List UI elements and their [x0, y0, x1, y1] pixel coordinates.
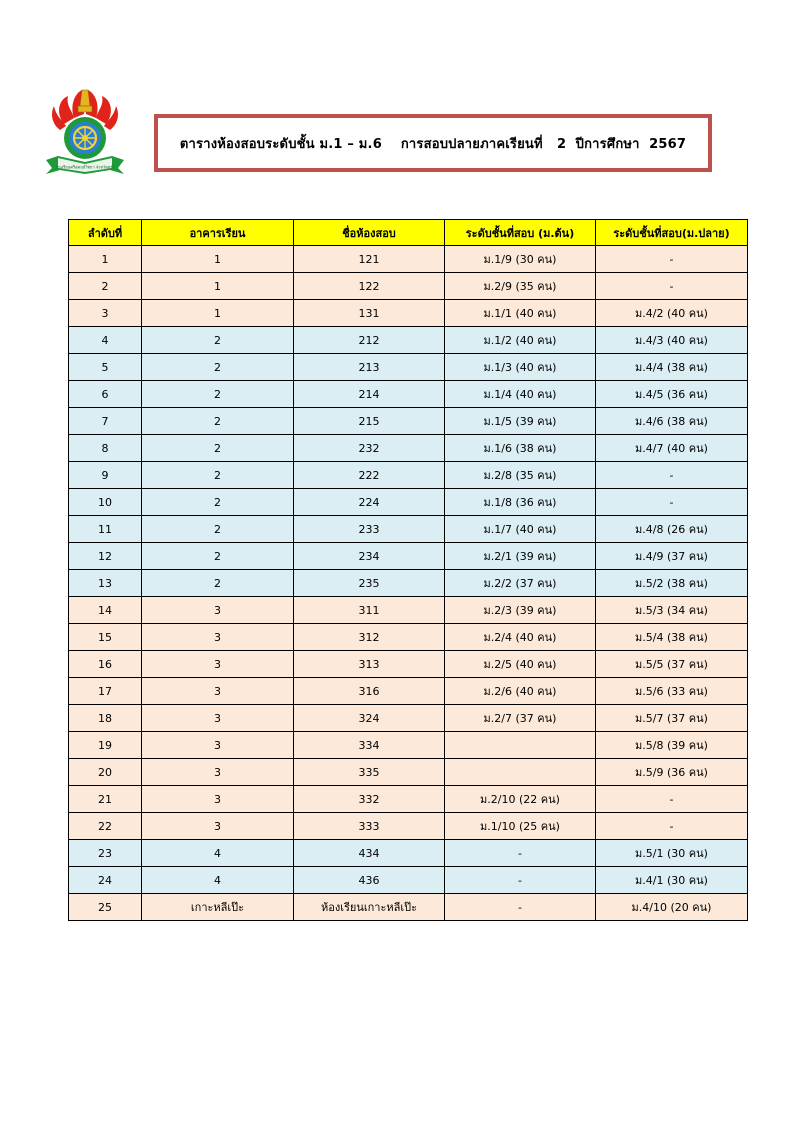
- cell-room: ห้องเรียนเกาะหลีเป๊ะ: [294, 894, 445, 921]
- cell-lower-level: -: [445, 894, 596, 921]
- table-row: [69, 273, 748, 300]
- cell-building: 2: [142, 543, 294, 570]
- cell-upper-level: -: [596, 273, 748, 300]
- cell-lower-level: ม.2/2 (37 คน): [445, 570, 596, 597]
- logo-ribbon-text: โรงเรียนศรีสุคนธ์วิทยา จังหวัดตรัง: [55, 164, 115, 170]
- cell-building: 3: [142, 786, 294, 813]
- table-row: [69, 489, 748, 516]
- cell-lower-level: ม.2/5 (40 คน): [445, 651, 596, 678]
- cell-upper-level: ม.4/4 (38 คน): [596, 354, 748, 381]
- cell-room: 122: [294, 273, 445, 300]
- cell-building: 2: [142, 354, 294, 381]
- cell-upper-level: ม.5/1 (30 คน): [596, 840, 748, 867]
- table-row: [69, 759, 748, 786]
- cell-no: 6: [69, 381, 142, 408]
- cell-no: 9: [69, 462, 142, 489]
- cell-lower-level: ม.1/9 (30 คน): [445, 246, 596, 273]
- cell-no: 10: [69, 489, 142, 516]
- cell-lower-level: ม.2/4 (40 คน): [445, 624, 596, 651]
- cell-upper-level: ม.5/4 (38 คน): [596, 624, 748, 651]
- cell-no: 16: [69, 651, 142, 678]
- cell-building: 3: [142, 624, 294, 651]
- col-header-lower: ระดับชั้นที่สอบ (ม.ต้น): [445, 220, 596, 246]
- cell-lower-level: ม.2/3 (39 คน): [445, 597, 596, 624]
- table-row: [69, 300, 748, 327]
- cell-no: 3: [69, 300, 142, 327]
- cell-room: 436: [294, 867, 445, 894]
- cell-room: 334: [294, 732, 445, 759]
- cell-no: 5: [69, 354, 142, 381]
- exam-room-table: [68, 219, 748, 921]
- table-body: [69, 246, 748, 921]
- cell-lower-level: ม.1/5 (39 คน): [445, 408, 596, 435]
- cell-no: 17: [69, 678, 142, 705]
- cell-upper-level: ม.4/10 (20 คน): [596, 894, 748, 921]
- cell-no: 13: [69, 570, 142, 597]
- table-row: [69, 597, 748, 624]
- cell-lower-level: ม.1/3 (40 คน): [445, 354, 596, 381]
- cell-upper-level: -: [596, 786, 748, 813]
- cell-lower-level: ม.2/8 (35 คน): [445, 462, 596, 489]
- cell-upper-level: ม.4/3 (40 คน): [596, 327, 748, 354]
- cell-building: 3: [142, 813, 294, 840]
- cell-room: 212: [294, 327, 445, 354]
- table-row: [69, 840, 748, 867]
- cell-lower-level: ม.1/2 (40 คน): [445, 327, 596, 354]
- cell-upper-level: -: [596, 246, 748, 273]
- table-row: [69, 732, 748, 759]
- cell-building: 2: [142, 381, 294, 408]
- cell-upper-level: ม.4/8 (26 คน): [596, 516, 748, 543]
- table-row: [69, 246, 748, 273]
- cell-no: 19: [69, 732, 142, 759]
- cell-room: 312: [294, 624, 445, 651]
- table-row: [69, 651, 748, 678]
- table-row: [69, 435, 748, 462]
- cell-upper-level: ม.4/1 (30 คน): [596, 867, 748, 894]
- cell-no: 24: [69, 867, 142, 894]
- cell-room: 313: [294, 651, 445, 678]
- cell-building: 4: [142, 840, 294, 867]
- cell-upper-level: ม.4/9 (37 คน): [596, 543, 748, 570]
- cell-lower-level: [445, 732, 596, 759]
- table-row: [69, 543, 748, 570]
- cell-upper-level: ม.5/3 (34 คน): [596, 597, 748, 624]
- cell-upper-level: ม.5/5 (37 คน): [596, 651, 748, 678]
- cell-building: 2: [142, 327, 294, 354]
- cell-room: 316: [294, 678, 445, 705]
- table-row: [69, 678, 748, 705]
- cell-lower-level: ม.1/7 (40 คน): [445, 516, 596, 543]
- cell-no: 8: [69, 435, 142, 462]
- cell-upper-level: -: [596, 489, 748, 516]
- table-row: [69, 462, 748, 489]
- cell-no: 22: [69, 813, 142, 840]
- cell-room: 235: [294, 570, 445, 597]
- cell-building: 2: [142, 570, 294, 597]
- cell-room: 213: [294, 354, 445, 381]
- cell-building: 2: [142, 489, 294, 516]
- cell-room: 332: [294, 786, 445, 813]
- cell-no: 18: [69, 705, 142, 732]
- cell-lower-level: ม.1/8 (36 คน): [445, 489, 596, 516]
- table-row: [69, 354, 748, 381]
- cell-lower-level: ม.2/6 (40 คน): [445, 678, 596, 705]
- cell-room: 335: [294, 759, 445, 786]
- col-header-room: ชื่อห้องสอบ: [294, 220, 445, 246]
- cell-upper-level: ม.5/2 (38 คน): [596, 570, 748, 597]
- cell-building: 2: [142, 516, 294, 543]
- table-row: [69, 705, 748, 732]
- cell-upper-level: ม.4/5 (36 คน): [596, 381, 748, 408]
- cell-upper-level: ม.4/2 (40 คน): [596, 300, 748, 327]
- col-header-building: อาคารเรียน: [142, 220, 294, 246]
- cell-no: 12: [69, 543, 142, 570]
- cell-upper-level: -: [596, 462, 748, 489]
- cell-no: 21: [69, 786, 142, 813]
- cell-building: 3: [142, 705, 294, 732]
- cell-building: 2: [142, 462, 294, 489]
- cell-no: 4: [69, 327, 142, 354]
- table-row: [69, 786, 748, 813]
- cell-no: 14: [69, 597, 142, 624]
- table-row: [69, 516, 748, 543]
- title-inner: [158, 118, 708, 168]
- cell-building: 3: [142, 651, 294, 678]
- cell-building: 2: [142, 435, 294, 462]
- cell-no: 1: [69, 246, 142, 273]
- cell-lower-level: -: [445, 840, 596, 867]
- table-header-row: [69, 220, 748, 246]
- cell-upper-level: -: [596, 813, 748, 840]
- cell-building: 1: [142, 246, 294, 273]
- cell-building: 3: [142, 678, 294, 705]
- cell-upper-level: ม.4/6 (38 คน): [596, 408, 748, 435]
- cell-no: 25: [69, 894, 142, 921]
- cell-lower-level: [445, 759, 596, 786]
- cell-room: 232: [294, 435, 445, 462]
- cell-room: 234: [294, 543, 445, 570]
- cell-upper-level: ม.5/8 (39 คน): [596, 732, 748, 759]
- cell-no: 11: [69, 516, 142, 543]
- cell-building: 3: [142, 759, 294, 786]
- cell-room: 222: [294, 462, 445, 489]
- cell-lower-level: ม.1/10 (25 คน): [445, 813, 596, 840]
- cell-lower-level: ม.1/4 (40 คน): [445, 381, 596, 408]
- cell-room: 215: [294, 408, 445, 435]
- cell-lower-level: ม.2/7 (37 คน): [445, 705, 596, 732]
- cell-no: 15: [69, 624, 142, 651]
- school-logo: [44, 84, 126, 176]
- table-row: [69, 408, 748, 435]
- table-row: [69, 327, 748, 354]
- page-title: ตารางห้องสอบระดับชั้น ม.1 – ม.6 การสอบปลายภาคเรียนที่ 2 ปีการศึกษา 2567: [179, 136, 687, 152]
- cell-room: 434: [294, 840, 445, 867]
- cell-lower-level: ม.2/9 (35 คน): [445, 273, 596, 300]
- cell-upper-level: ม.5/9 (36 คน): [596, 759, 748, 786]
- cell-no: 2: [69, 273, 142, 300]
- col-header-upper: ระดับชั้นที่สอบ(ม.ปลาย): [596, 220, 748, 246]
- cell-upper-level: ม.4/7 (40 คน): [596, 435, 748, 462]
- cell-room: 324: [294, 705, 445, 732]
- col-header-no: ลำดับที่: [69, 220, 142, 246]
- cell-room: 224: [294, 489, 445, 516]
- cell-building: 2: [142, 408, 294, 435]
- cell-no: 23: [69, 840, 142, 867]
- cell-building: เกาะหลีเป๊ะ: [142, 894, 294, 921]
- table-row: [69, 813, 748, 840]
- cell-lower-level: ม.1/1 (40 คน): [445, 300, 596, 327]
- cell-lower-level: ม.2/1 (39 คน): [445, 543, 596, 570]
- cell-building: 3: [142, 732, 294, 759]
- cell-room: 214: [294, 381, 445, 408]
- cell-building: 1: [142, 273, 294, 300]
- table-row: [69, 867, 748, 894]
- cell-no: 7: [69, 408, 142, 435]
- cell-room: 121: [294, 246, 445, 273]
- table-row: [69, 570, 748, 597]
- table-row: [69, 624, 748, 651]
- cell-room: 311: [294, 597, 445, 624]
- cell-room: 131: [294, 300, 445, 327]
- cell-building: 3: [142, 597, 294, 624]
- table-row: [69, 894, 748, 921]
- cell-building: 4: [142, 867, 294, 894]
- cell-lower-level: ม.2/10 (22 คน): [445, 786, 596, 813]
- cell-upper-level: ม.5/7 (37 คน): [596, 705, 748, 732]
- cell-room: 233: [294, 516, 445, 543]
- cell-building: 1: [142, 300, 294, 327]
- cell-no: 20: [69, 759, 142, 786]
- table-row: [69, 381, 748, 408]
- cell-lower-level: ม.1/6 (38 คน): [445, 435, 596, 462]
- cell-room: 333: [294, 813, 445, 840]
- cell-lower-level: -: [445, 867, 596, 894]
- cell-upper-level: ม.5/6 (33 คน): [596, 678, 748, 705]
- title-frame: [154, 114, 712, 172]
